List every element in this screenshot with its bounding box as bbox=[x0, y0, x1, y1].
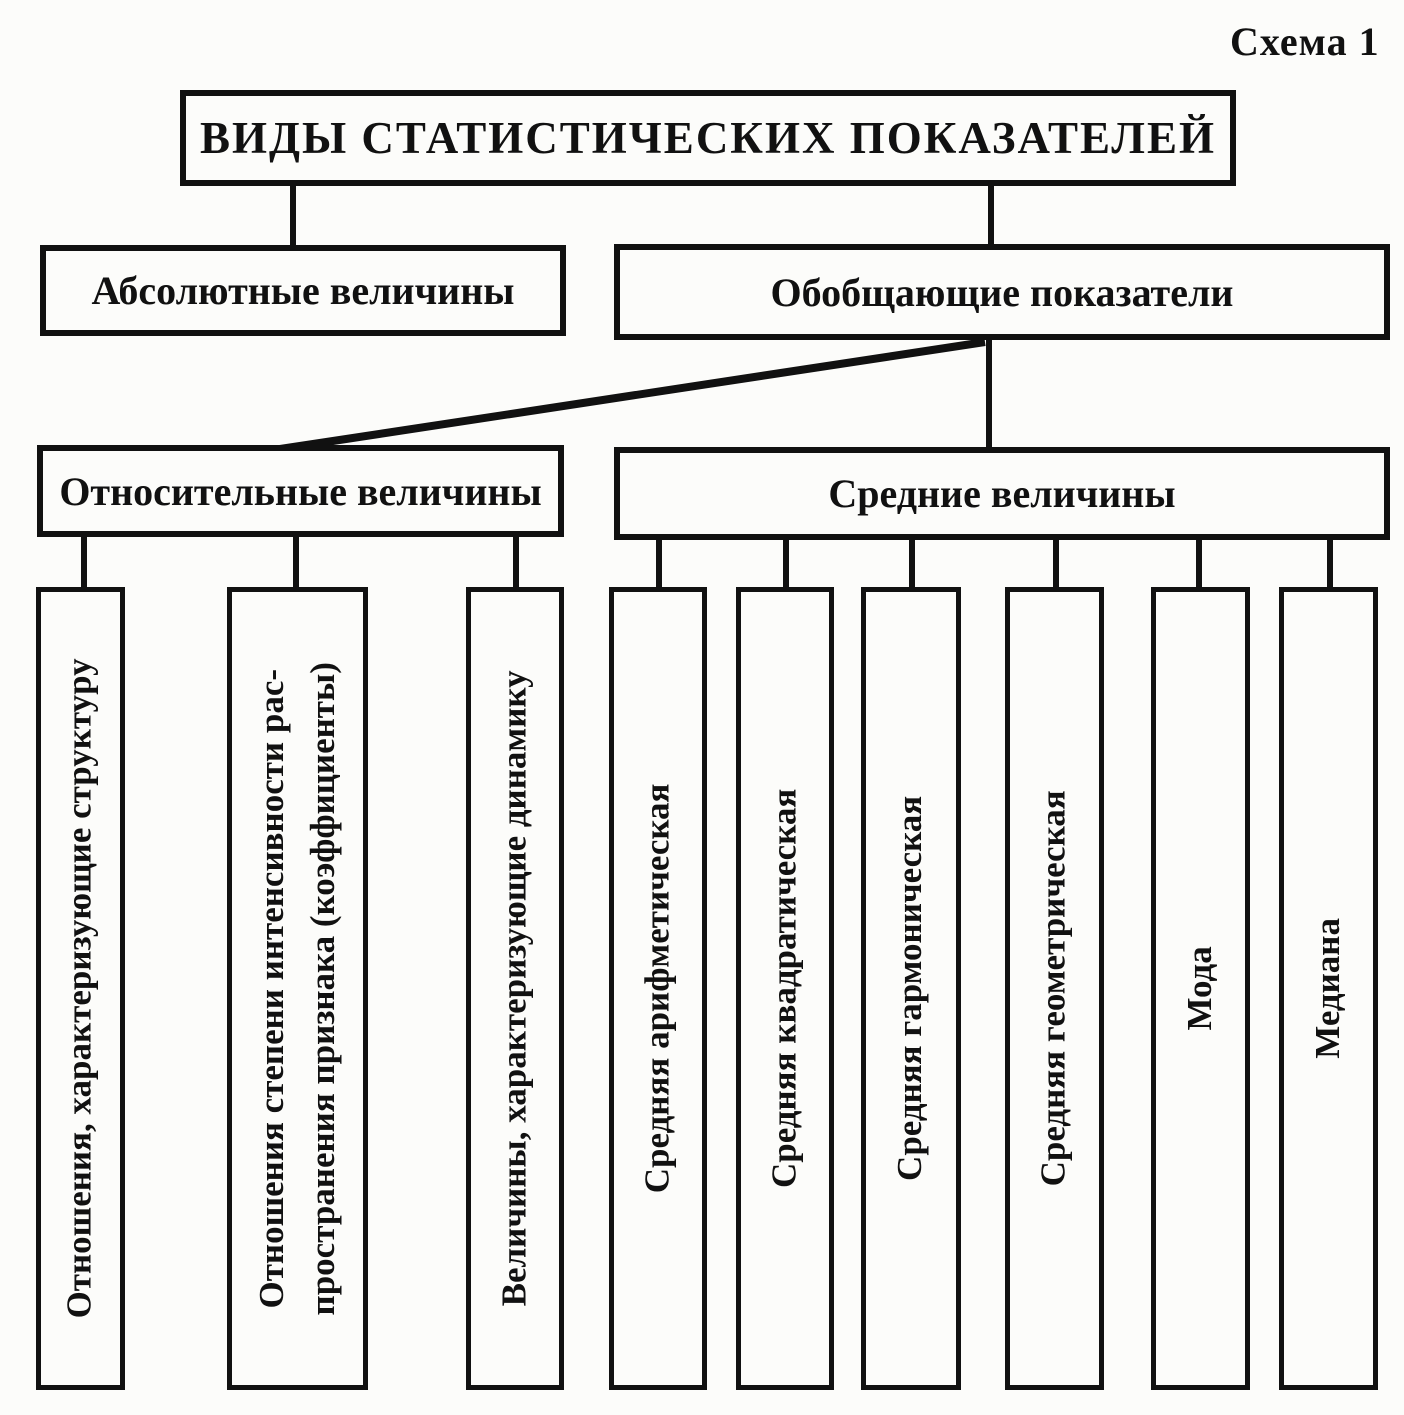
box-relative-values bbox=[37, 445, 564, 537]
box-values-dynamics-label: Величины, характеризующие динамику bbox=[494, 670, 534, 1307]
box-relations-structure-label: Отношения, характеризующие структуру bbox=[60, 658, 100, 1319]
box-relations-intensity-label bbox=[247, 662, 349, 1315]
box-mean-harmonic-label: Средняя гармоническая bbox=[890, 795, 930, 1182]
box-values-dynamics bbox=[466, 587, 564, 1390]
box-median bbox=[1279, 587, 1378, 1390]
box-mode bbox=[1151, 587, 1250, 1390]
scheme-number-label: Схема 1 bbox=[1230, 19, 1380, 64]
box-mean-arithmetic bbox=[609, 587, 707, 1390]
title-box bbox=[180, 90, 1236, 186]
box-mean-harmonic bbox=[861, 587, 961, 1390]
box-relative-values-label: Относительные величины bbox=[59, 468, 542, 514]
box-relations-intensity bbox=[227, 587, 368, 1390]
box-average-values-label: Средние величины bbox=[828, 471, 1176, 516]
box-mean-quadratic-label: Средняя квадратическая bbox=[764, 788, 804, 1189]
box-mode-label: Мода bbox=[1180, 946, 1220, 1031]
box-relations-structure bbox=[36, 587, 125, 1390]
box-average-values bbox=[614, 447, 1390, 540]
box-generalizing-indicators bbox=[614, 244, 1390, 340]
box-mean-geometric-label: Средняя геометрическая bbox=[1034, 790, 1074, 1187]
box-generalizing-indicators-label: Обобщающие показатели bbox=[770, 269, 1234, 315]
box-relations-intensity-line2: пространения признака (коэффициенты) bbox=[302, 661, 342, 1316]
box-absolute-values bbox=[40, 245, 566, 336]
box-median-label: Медиана bbox=[1308, 918, 1348, 1059]
box-mean-quadratic bbox=[736, 587, 834, 1390]
title-text: ВИДЫ СТАТИСТИЧЕСКИХ ПОКАЗАТЕЛЕЙ bbox=[200, 113, 1216, 163]
connector-generalizing-relative-diagonal bbox=[280, 342, 985, 449]
box-absolute-values-label: Абсолютные величины bbox=[91, 268, 515, 313]
box-mean-geometric bbox=[1005, 587, 1104, 1390]
box-mean-arithmetic-label: Средняя арифметическая bbox=[637, 783, 677, 1194]
box-relations-intensity-line1: Отношения степени интенсивности рас- bbox=[251, 668, 291, 1309]
